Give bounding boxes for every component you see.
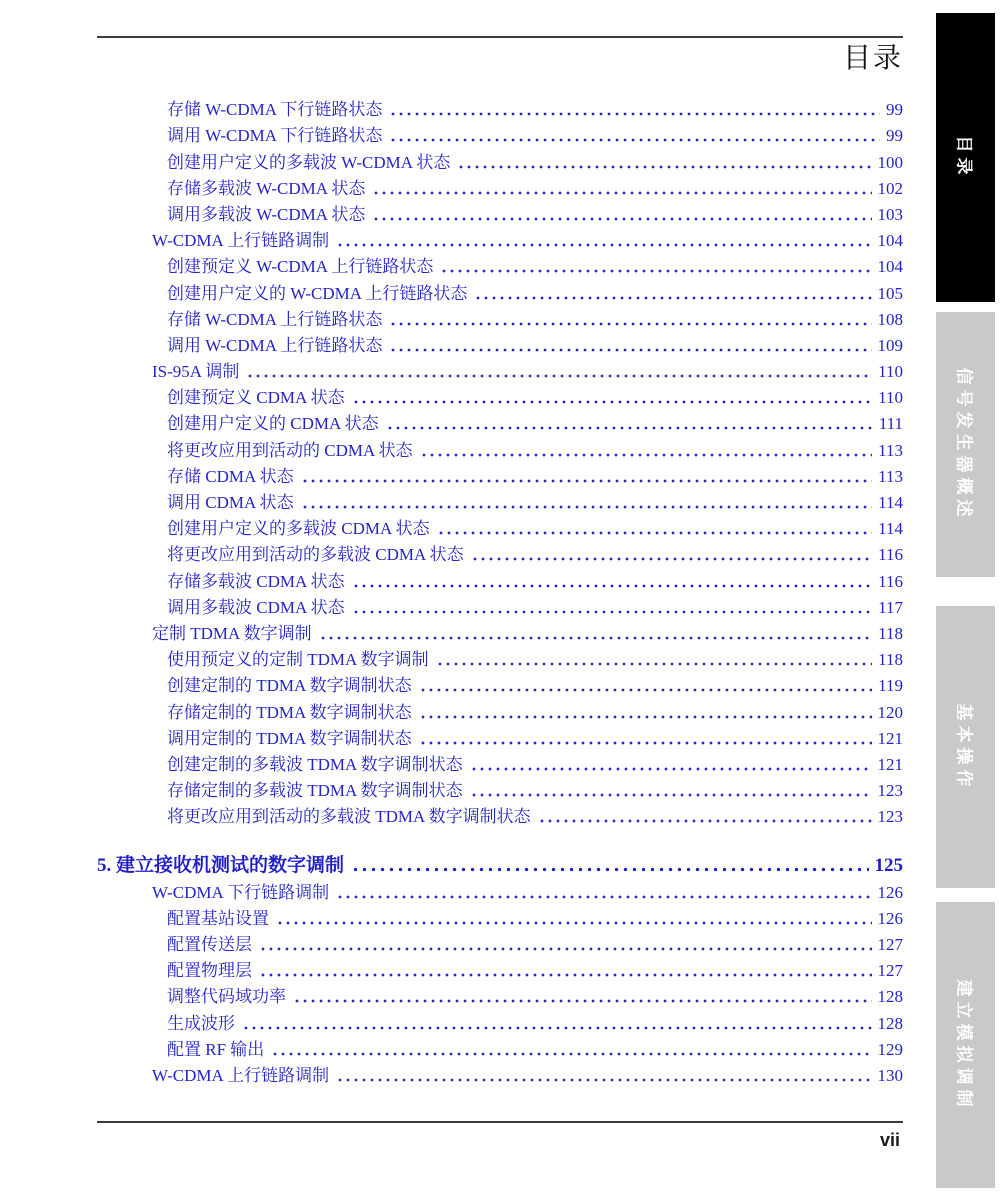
dot-leader bbox=[271, 1036, 871, 1062]
toc-entry-page: 116 bbox=[878, 571, 903, 591]
thumb-tab-basic-operation bbox=[936, 606, 995, 888]
toc-entry-label: 5. 建立接收机测试的数字调制 bbox=[97, 855, 345, 877]
thumb-tab-contents bbox=[936, 13, 995, 302]
toc-entry-label: 创建定制的多载波 TDMA 数字调制状态 bbox=[167, 754, 463, 774]
toc-entry-label: 将更改应用到活动的多载波 CDMA 状态 bbox=[167, 545, 464, 565]
dot-leader bbox=[352, 567, 873, 593]
toc-entry-page: 128 bbox=[877, 987, 903, 1007]
toc-entry-page: 121 bbox=[877, 728, 903, 748]
toc-entry-label: 调用 W-CDMA 上行链路状态 bbox=[167, 335, 383, 355]
toc-entry-label: 将更改应用到活动的 CDMA 状态 bbox=[167, 440, 413, 460]
toc-entry-page: 110 bbox=[878, 388, 903, 408]
dot-leader bbox=[419, 672, 873, 698]
toc-entry-page: 113 bbox=[878, 466, 903, 486]
toc-entry[interactable] bbox=[97, 878, 903, 904]
dot-leader bbox=[470, 751, 872, 777]
toc-entry-page: 99 bbox=[886, 100, 903, 120]
toc-entry-page: 128 bbox=[877, 1013, 903, 1033]
toc-entry-page: 113 bbox=[878, 440, 903, 460]
thumb-tab-analog-modulation-label: 建立模拟调制 bbox=[954, 979, 973, 1111]
dot-leader bbox=[336, 227, 871, 253]
dot-leader bbox=[419, 698, 872, 724]
toc-entry-label: W-CDMA 上行链路调制 bbox=[152, 1065, 330, 1085]
toc-entry-page: 118 bbox=[878, 623, 903, 643]
toc-entry[interactable] bbox=[97, 201, 903, 227]
toc-entry[interactable] bbox=[97, 515, 903, 541]
toc-entry-page: 102 bbox=[877, 178, 903, 198]
dot-leader bbox=[470, 777, 872, 803]
toc-entry-label: 存储 W-CDMA 上行链路状态 bbox=[167, 309, 383, 329]
toc-entry-label: 创建定制的 TDMA 数字调制状态 bbox=[167, 676, 412, 696]
dot-leader bbox=[301, 489, 873, 515]
toc-entry[interactable] bbox=[97, 698, 903, 724]
thumb-tab-basic-operation-label: 基本操作 bbox=[954, 703, 973, 791]
toc-entry-label: 存储多载波 W-CDMA 状态 bbox=[167, 178, 366, 198]
dot-leader bbox=[420, 436, 873, 462]
toc-entry-page: 123 bbox=[877, 781, 903, 801]
footer-rule bbox=[97, 1121, 903, 1123]
toc-entry[interactable] bbox=[97, 410, 903, 436]
toc-entry[interactable] bbox=[97, 777, 903, 803]
toc-entry-label: 创建用户定义的 W-CDMA 上行链路状态 bbox=[167, 283, 468, 303]
toc-entry[interactable] bbox=[97, 803, 903, 829]
toc-entry-label: 调用 CDMA 状态 bbox=[167, 493, 294, 512]
toc-entry[interactable] bbox=[97, 751, 903, 777]
thumb-tab-analog-modulation bbox=[936, 902, 995, 1188]
toc-entry-label: 创建预定义 CDMA 状态 bbox=[167, 388, 345, 408]
toc-entry-label: 调整代码域功率 bbox=[167, 987, 286, 1007]
toc-entry[interactable] bbox=[97, 983, 903, 1009]
toc-entry[interactable] bbox=[97, 672, 903, 698]
toc-entry-label: 调用多载波 CDMA 状态 bbox=[167, 597, 345, 617]
dot-leader bbox=[436, 646, 873, 672]
dot-leader bbox=[372, 201, 871, 227]
toc-entry-page: 104 bbox=[877, 231, 903, 251]
dot-leader bbox=[437, 515, 873, 541]
toc-entry-label: 配置 RF 输出 bbox=[167, 1039, 265, 1059]
dot-leader bbox=[276, 905, 872, 931]
toc-entry-page: 116 bbox=[878, 545, 903, 565]
toc-entry-label: 存储定制的多载波 TDMA 数字调制状态 bbox=[167, 781, 463, 801]
toc-entry-label: 存储 W-CDMA 下行链路状态 bbox=[167, 100, 383, 120]
toc-entry-page: 119 bbox=[878, 676, 903, 696]
dot-leader bbox=[336, 878, 871, 904]
toc-entry[interactable] bbox=[97, 463, 903, 489]
toc-entry[interactable] bbox=[97, 253, 903, 279]
dot-leader bbox=[419, 725, 872, 751]
toc-entry-page: 103 bbox=[877, 204, 903, 224]
dot-leader bbox=[538, 803, 872, 829]
toc-entry[interactable] bbox=[97, 931, 903, 957]
dot-leader bbox=[351, 852, 868, 878]
toc-entry[interactable] bbox=[97, 541, 903, 567]
toc-entry-label: 存储定制的 TDMA 数字调制状态 bbox=[167, 702, 412, 722]
toc-entry[interactable] bbox=[97, 122, 903, 148]
dot-leader bbox=[389, 96, 880, 122]
toc-entry-page: 114 bbox=[878, 519, 903, 539]
toc-entry-page: 130 bbox=[877, 1065, 903, 1085]
toc-entry[interactable] bbox=[97, 306, 903, 332]
toc-entry[interactable] bbox=[97, 567, 903, 593]
dot-leader bbox=[246, 358, 872, 384]
toc-entry-page: 100 bbox=[877, 152, 903, 172]
toc-entry[interactable] bbox=[97, 489, 903, 515]
dot-leader bbox=[440, 253, 871, 279]
toc-entry[interactable] bbox=[97, 1009, 903, 1035]
toc-entry[interactable] bbox=[97, 96, 903, 122]
dot-leader bbox=[457, 148, 871, 174]
dot-leader bbox=[389, 332, 871, 358]
toc-entry-label: 创建用户定义的 CDMA 状态 bbox=[167, 414, 379, 434]
toc-entry[interactable] bbox=[97, 725, 903, 751]
dot-leader bbox=[293, 983, 872, 1009]
dot-leader bbox=[474, 279, 871, 305]
toc-entry-label: IS-95A 调制 bbox=[152, 362, 240, 382]
toc-entry-label: 创建用户定义的多载波 CDMA 状态 bbox=[167, 519, 430, 539]
toc-entry-label: 调用多载波 W-CDMA 状态 bbox=[167, 204, 366, 224]
toc-entry-label: 调用 W-CDMA 下行链路状态 bbox=[167, 126, 383, 146]
toc-entry-label: 存储 CDMA 状态 bbox=[167, 466, 294, 486]
toc-entry-label: 创建预定义 W-CDMA 上行链路状态 bbox=[167, 257, 434, 277]
dot-leader bbox=[386, 410, 873, 436]
dot-leader bbox=[319, 620, 873, 646]
toc-entry-page: 125 bbox=[874, 855, 903, 877]
toc-entry-label: 配置物理层 bbox=[167, 961, 252, 981]
toc-entry[interactable] bbox=[97, 148, 903, 174]
dot-leader bbox=[389, 306, 871, 332]
page-title: 目录 bbox=[842, 43, 903, 74]
toc-entry-page: 104 bbox=[877, 257, 903, 277]
toc-entry-label: 创建用户定义的多载波 W-CDMA 状态 bbox=[167, 152, 451, 172]
header-rule bbox=[97, 36, 903, 38]
thumb-tab-contents-label: 目录 bbox=[954, 135, 973, 180]
toc-entry-label: 生成波形 bbox=[167, 1013, 235, 1033]
toc-entry-page: 123 bbox=[877, 807, 903, 827]
dot-leader bbox=[471, 541, 873, 567]
toc-entry[interactable] bbox=[97, 957, 903, 983]
toc-entry-page: 117 bbox=[878, 597, 903, 617]
toc-entry-label: 定制 TDMA 数字调制 bbox=[152, 623, 312, 643]
dot-leader bbox=[352, 384, 873, 410]
thumb-tab-signal-generator-overview-label: 信号发生器概述 bbox=[954, 367, 973, 522]
folio-page-number: vii bbox=[879, 1130, 900, 1150]
dot-leader bbox=[336, 1062, 871, 1088]
dot-leader bbox=[259, 931, 872, 957]
dot-leader bbox=[301, 463, 873, 489]
thumb-tab-signal-generator-overview bbox=[936, 312, 995, 577]
toc-entry[interactable] bbox=[97, 279, 903, 305]
toc-entry-page: 99 bbox=[886, 126, 903, 146]
toc-entry-page: 127 bbox=[877, 935, 903, 954]
toc-entry[interactable] bbox=[97, 905, 903, 931]
toc-list bbox=[97, 96, 903, 1088]
toc-entry[interactable] bbox=[97, 358, 903, 384]
toc-entry[interactable] bbox=[97, 332, 903, 358]
toc-entry-label: W-CDMA 上行链路调制 bbox=[152, 231, 330, 251]
toc-entry-label: 使用预定义的定制 TDMA 数字调制 bbox=[167, 650, 429, 670]
dot-leader bbox=[372, 175, 871, 201]
toc-entry[interactable] bbox=[97, 594, 903, 620]
toc-entry-page: 111 bbox=[878, 414, 903, 434]
toc-entry-page: 127 bbox=[877, 961, 903, 981]
toc-entry-page: 120 bbox=[877, 702, 903, 722]
toc-entry[interactable] bbox=[97, 646, 903, 672]
dot-leader bbox=[352, 594, 873, 620]
toc-entry-page: 108 bbox=[877, 309, 903, 329]
toc-entry-page: 110 bbox=[878, 362, 903, 382]
dot-leader bbox=[389, 122, 880, 148]
dot-leader bbox=[259, 957, 872, 983]
toc-entry[interactable] bbox=[97, 1062, 903, 1088]
toc-entry-page: 114 bbox=[878, 493, 903, 512]
toc-entry-page: 105 bbox=[877, 283, 903, 303]
toc-entry-label: 存储多载波 CDMA 状态 bbox=[167, 571, 345, 591]
toc-entry-label: 将更改应用到活动的多载波 TDMA 数字调制状态 bbox=[167, 807, 531, 827]
toc-entry-page: 126 bbox=[877, 882, 903, 902]
toc-entry-label: 调用定制的 TDMA 数字调制状态 bbox=[167, 728, 412, 748]
toc-entry-page: 126 bbox=[877, 908, 903, 928]
toc-entry-page: 129 bbox=[877, 1039, 903, 1059]
toc-entry[interactable] bbox=[97, 436, 903, 462]
toc-entry[interactable] bbox=[97, 384, 903, 410]
toc-entry-label: 配置基站设置 bbox=[167, 908, 269, 928]
toc-entry[interactable] bbox=[97, 1036, 903, 1062]
toc-entry[interactable] bbox=[97, 227, 903, 253]
toc-entry-page: 109 bbox=[877, 335, 903, 355]
dot-leader bbox=[242, 1009, 872, 1035]
toc-entry-label: 配置传送层 bbox=[167, 935, 252, 954]
toc-entry-label: W-CDMA 下行链路调制 bbox=[152, 882, 330, 902]
toc-entry-page: 121 bbox=[877, 754, 903, 774]
toc-entry[interactable] bbox=[97, 175, 903, 201]
toc-entry[interactable] bbox=[97, 852, 903, 878]
toc-entry-page: 118 bbox=[878, 650, 903, 670]
toc-entry[interactable] bbox=[97, 620, 903, 646]
